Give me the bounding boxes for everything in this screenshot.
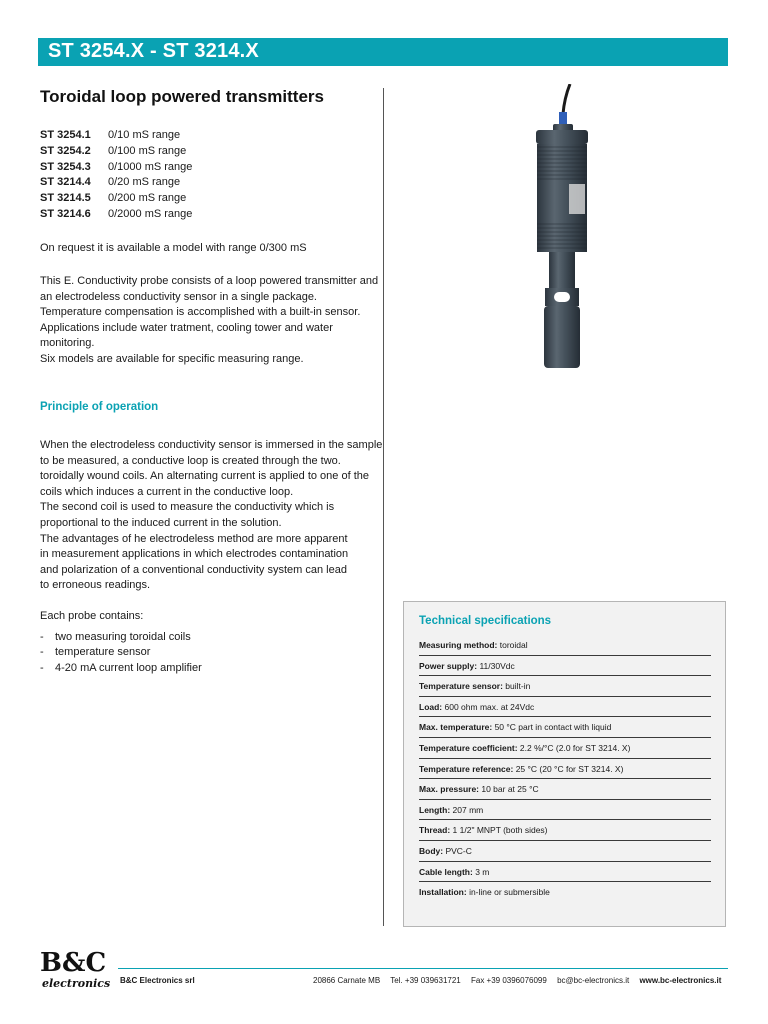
header-banner bbox=[38, 38, 728, 66]
spec-label: Installation: bbox=[419, 887, 467, 898]
spec-label: Temperature reference: bbox=[419, 763, 514, 774]
spec-value: in-line or submersible bbox=[466, 887, 550, 898]
description-line: Six models are available for specific measuring range. bbox=[40, 352, 304, 365]
principle-line: When the electrodeless conductivity sensor is immersed in the sample bbox=[40, 439, 383, 451]
spec-value: 50 °C part in contact with liquid bbox=[492, 722, 612, 733]
logo-subtitle: electronics bbox=[42, 977, 110, 990]
model-range: 0/1000 mS range bbox=[108, 160, 193, 173]
spec-value: 207 mm bbox=[450, 804, 484, 815]
model-code: ST 3254.2 bbox=[40, 144, 91, 157]
bullet-dash: - bbox=[40, 646, 44, 659]
model-code: ST 3254.1 bbox=[40, 129, 91, 141]
footer-rule bbox=[118, 968, 728, 969]
model-row bbox=[40, 160, 192, 176]
spec-value: 11/30Vdc bbox=[477, 660, 515, 671]
description-line: an electrodeless conductivity sensor in a single package. bbox=[40, 290, 317, 303]
model-range: 0/20 mS range bbox=[108, 176, 181, 189]
technical-specifications-panel bbox=[403, 601, 726, 927]
description-line: Temperature compensation is accomplished with a built-in sensor. bbox=[40, 306, 361, 319]
bullet-dash: - bbox=[40, 630, 44, 643]
spec-value: 2.2 %/°C (2.0 for ST 3214. X) bbox=[517, 742, 631, 753]
spec-label: Body: bbox=[419, 845, 444, 856]
on-request-note bbox=[40, 241, 307, 257]
principle-line: to be measured, a conductive loop is created through the two. bbox=[40, 454, 341, 467]
description-line: This E. Conductivity probe consists of a loop powered transmitter and bbox=[40, 275, 379, 287]
footer-web-link[interactable]: www.bc-electronics.it bbox=[639, 976, 722, 985]
spec-value: built-in bbox=[502, 681, 531, 692]
spec-row bbox=[419, 820, 711, 841]
on-request-text: On request it is available a model with range 0/300 mS bbox=[40, 242, 307, 254]
contents-item-text: 4-20 mA current loop amplifier bbox=[55, 661, 202, 674]
spec-value: toroidal bbox=[497, 640, 528, 650]
spec-row bbox=[419, 862, 711, 883]
spec-row bbox=[419, 882, 711, 903]
contents-item bbox=[40, 661, 202, 677]
principle-line: and polarization of a conventional conductivity system can lead bbox=[40, 563, 347, 576]
model-row bbox=[40, 191, 192, 207]
contents-item bbox=[40, 645, 202, 661]
principle-line: proportional to the induced current in the solution. bbox=[40, 516, 282, 529]
principle-paragraph bbox=[40, 438, 382, 594]
spec-label: Thread: bbox=[419, 825, 451, 836]
model-code: ST 3214.6 bbox=[40, 207, 91, 220]
description-paragraph bbox=[40, 274, 378, 368]
spec-label: Load: bbox=[419, 701, 443, 712]
footer-company: B&C Electronics srl bbox=[120, 976, 195, 985]
model-code: ST 3254.3 bbox=[40, 160, 91, 173]
company-logo bbox=[38, 943, 110, 993]
header-title: ST 3254.X - ST 3214.X bbox=[48, 40, 259, 62]
spec-value: 600 ohm max. at 24Vdc bbox=[442, 701, 535, 712]
contents-intro: Each probe contains: bbox=[40, 610, 144, 622]
principle-line: to erroneous readings. bbox=[40, 579, 151, 592]
contents-item-text: two measuring toroidal coils bbox=[55, 630, 191, 643]
model-range: 0/10 mS range bbox=[108, 129, 181, 141]
footer-contacts bbox=[313, 976, 721, 985]
spec-value: 1 1/2" MNPT (both sides) bbox=[450, 825, 548, 836]
spec-value: PVC-C bbox=[443, 845, 472, 856]
model-code: ST 3214.4 bbox=[40, 176, 91, 189]
spec-row bbox=[419, 759, 711, 780]
spec-label: Power supply: bbox=[419, 660, 478, 671]
contents-item bbox=[40, 630, 202, 646]
model-range: 0/100 mS range bbox=[108, 144, 187, 157]
spec-value: 25 °C (20 °C for ST 3214. X) bbox=[513, 763, 624, 774]
bullet-dash: - bbox=[40, 661, 44, 674]
specs-title: Technical specifications bbox=[419, 615, 552, 627]
spec-row bbox=[419, 800, 711, 821]
description-line: monitoring. bbox=[40, 337, 95, 350]
model-row bbox=[40, 207, 192, 223]
spec-row bbox=[419, 841, 711, 862]
spec-value: 10 bar at 25 °C bbox=[479, 784, 539, 795]
spec-row bbox=[419, 676, 711, 697]
contents-item-text: temperature sensor bbox=[55, 646, 151, 659]
probe-contents bbox=[40, 609, 202, 676]
description-line: Applications include water tratment, cooling tower and water bbox=[40, 321, 333, 334]
model-range: 0/200 mS range bbox=[108, 192, 187, 205]
spec-label: Cable length: bbox=[419, 866, 473, 877]
spec-row bbox=[419, 635, 711, 656]
spec-label: Measuring method: bbox=[419, 640, 498, 650]
model-row bbox=[40, 175, 192, 191]
spec-row bbox=[419, 717, 711, 738]
logo-wordmark: B&C bbox=[40, 948, 107, 978]
spec-label: Temperature sensor: bbox=[419, 681, 503, 692]
spec-label: Max. temperature: bbox=[419, 722, 493, 733]
column-divider bbox=[383, 88, 384, 926]
principle-line: toroidally wound coils. An alternating current is applied to one of the bbox=[40, 470, 369, 483]
principle-heading: Principle of operation bbox=[40, 401, 159, 413]
probe-image bbox=[500, 84, 610, 374]
footer-email-link[interactable]: bc@bc-electronics.it bbox=[557, 976, 630, 985]
document-title: Toroidal loop powered transmitters bbox=[40, 87, 324, 106]
model-row bbox=[40, 128, 192, 144]
footer-fax: Fax +39 0396076099 bbox=[470, 976, 547, 985]
spec-row bbox=[419, 738, 711, 759]
model-list bbox=[40, 128, 192, 223]
spec-row bbox=[419, 779, 711, 800]
spec-label: Length: bbox=[419, 804, 451, 815]
model-range: 0/2000 mS range bbox=[108, 207, 193, 220]
footer-address: 20866 Carnate MB bbox=[313, 976, 381, 985]
principle-line: The second coil is used to measure the conductivity which is bbox=[40, 501, 335, 514]
principle-line: The advantages of he electrodeless method are more apparent bbox=[40, 532, 348, 545]
spec-label: Max. pressure: bbox=[419, 784, 479, 795]
specs-list bbox=[419, 635, 711, 903]
principle-line: coils which induces a current in the conductive loop. bbox=[40, 485, 294, 498]
model-code: ST 3214.5 bbox=[40, 192, 91, 205]
spec-row bbox=[419, 697, 711, 718]
model-row bbox=[40, 144, 192, 160]
spec-value: 3 m bbox=[472, 866, 490, 877]
spec-label: Temperature coefficient: bbox=[419, 742, 518, 753]
footer-tel: Tel. +39 039631721 bbox=[390, 976, 461, 985]
principle-line: in measurement applications in which electrodes contamination bbox=[40, 548, 349, 561]
spec-row bbox=[419, 656, 711, 677]
